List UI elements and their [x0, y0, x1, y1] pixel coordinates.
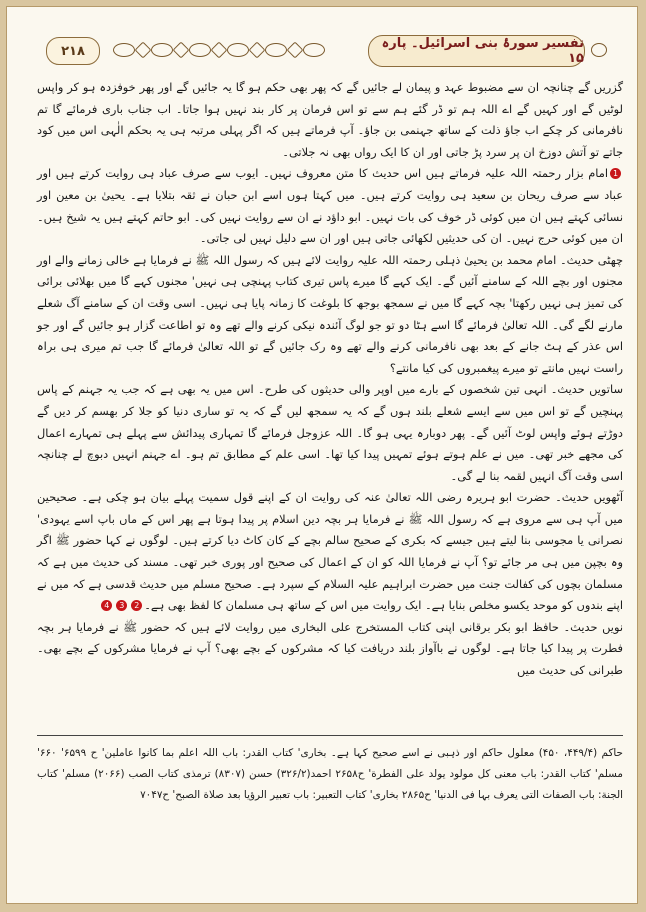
paragraph: چھٹی حدیث۔ امام محمد بن یحییٰ ذہلی رحمتہ اللہ علیہ روایت لائے ہیں کہ رسول اللہ ﷺ نے فرمایا ہے خالی زمانے والے اور مجنوں اور بچے اللہ کے سامنے آئیں گے۔ ایک کہے گا میرے پاس تیری کتاب پہنچی ہی نہیں' مجنوں کہے گا میں بھلائی برائی کی تمیز ہی نہیں رکھتا' بچہ کہے گا میں نے سمجھ بوجھ کا بلوغت کا زمانہ پایا ہی نہیں۔ اسی وقت ان کے سامنے آگ شعلے مارنے لگے گی۔ اللہ تعالیٰ فرمائے گا اسے ہٹا دو تو جو لوگ آئندہ نیکی کرنے والے تھے وہ تو اطاعت گزار ہو جائیں گے اور جو اس عذر کے ہٹ جانے کے بعد بھی نافرمانی کرنے والے تھے وہ رک جائیں گے تو اللہ تعالیٰ فرمائے گا جب تم میری ہی براہ راست نہیں مانتے تو میرے پیغمبروں کی کیا مانتے؟ — [37, 252, 623, 375]
ornament-left — [113, 41, 325, 59]
running-title: تفسیر سورۂ بنی اسرائیل۔ پارہ ۱۵ — [368, 35, 585, 67]
ornament-right — [591, 41, 607, 59]
paragraph: ساتویں حدیث۔ انہی تین شخصوں کے بارے میں اوپر والی حدیثوں کی طرح۔ اس میں یہ بھی ہے کہ جب یہ جہنم کے پاس پہنچیں گے تو اس میں سے ایسے شعلے بلند ہوں گے کہ یہ سمجھ لیں گے کہ یہ تو ساری دنیا کو جلا کر بھسم کر دیں گے دوڑتے ہوئے واپس لوٹ آئیں گے۔ پھر دوبارہ یہی ہو گا۔ اللہ عزوجل فرمائے گا تمہاری پیدائش سے پہلے ہی تمہارے اعمال کی مجھے خبر تھی۔ میں نے علم ہوتے ہوئے تمہیں پیدا کیا تھا۔ اسی علم کے مطابق تم ہو۔ اے جہنم انہیں دبوچ لے چنانچہ اسی وقت آگ انہیں لقمہ بنا لے گی۔ — [37, 382, 623, 483]
footnote-marker: 3 — [116, 600, 127, 611]
paragraph: آٹھویں حدیث۔ حضرت ابو ہریرہ رضی اللہ تعالیٰ عنہ کی روایت ان کے اپنے قول سمیت پہلے بیان ہو چکی ہے۔ صحیحین میں آپ ہی سے مروی ہے کہ رسول اللہ ﷺ نے فرمایا ہر بچہ دین اسلام پر پیدا ہوتا ہے پھر اس کے ماں باپ اسے یہودی' نصرانی یا مجوسی بنا لیتے ہیں جیسے کہ بکری کے صحیح سالم بچے کے کان کاٹ دیا کرتے ہیں۔ لوگوں نے کہا حضور ﷺ اگر وہ بچپن میں ہی مر جائے تو؟ آپ نے فرمایا اللہ کو ان کے اعمال کی صحیح اور پوری خبر تھی۔ مسند کی حدیث میں ہے کہ مسلمان بچوں کی کفالت جنت میں حضرت ابراہیم علیہ السلام کے سپرد ہے۔ صحیح مسلم میں حدیث قدسی ہے کہ میں نے اپنے بندوں کو موحد یکسو مخلص بنایا ہے۔ ایک روایت میں اس کے ساتھ ہی مسلمان کا لفظ بھی ہے۔234 — [37, 490, 623, 613]
page-header — [13, 33, 633, 69]
footnote: حاکم (۴۴۹/۴، ۴۵۰) معلول حاکم اور ذہبی نے اسے صحیح کہا ہے۔ بخاری' کتاب القدر: باب اللہ اعلم بما کانوا عاملین' ح ۶۵۹۹' ۶۶۰' مسلم' کتاب القدر: باب معنی کل مولود یولد علی الفطرة' ح۲۶۵۸ احمد(۳۲۶/۲) حسن (۸۳۰۷) ترمذی کتاب الصب (۲۰۶۶) مسلم' کتاب الجنة: باب الصفات التی یعرف بہا فی الدنیا' ح۲۸۶۵ بخاری' کتاب التعبیر: باب تعبیر الرؤیا بعد صلاة الصبح' ح۷۰۴۷ — [37, 747, 623, 801]
paragraph: گزریں گے چنانچہ ان سے مضبوط عہد و پیمان لے جائیں گے کہ پھر بھی حکم ہو گا یہ جائیں گے اور پھر خوفزدہ ہو کر واپس لوٹیں گے اور کہیں گے اے اللہ ہم تو ڈر گئے ہم سے تو اس فرمان پر کار بند نہیں ہوا جاتا۔ اب جناب باری فرمائے گا تم نافرمانی کر چکے اب جاؤ ذلت کے ساتھ جہنمی بن جاؤ۔ آپ فرماتے ہیں کہ اگر پہلی مرتبہ ہی یہ بحکم الٰہی اس میں کود جاتے تو آتش دوزخ ان پر سرد پڑ جاتی اور ان کا ایک رواں بھی نہ جلاتی۔ — [37, 80, 623, 159]
page-number: ۲۱۸ — [46, 37, 100, 65]
footnote-marker: 1 — [610, 168, 621, 179]
paragraph: 1امام بزار رحمتہ اللہ علیہ فرماتے ہیں اس حدیث کا متن معروف نہیں۔ ایوب سے صرف عباد ہی روایت کرتے ہیں اور عباد سے صرف ریحان بن سعید ہی روایت کرتے ہیں۔ میں کہتا ہوں اسے ابن حبان نے ثقہ بتلایا ہے۔ یحییٰ بن معین اور نسائی کہتے ہیں ان میں کوئی ڈر خوف کی بات نہیں۔ ابو داؤد نے ان سے روایت نہیں کی۔ ابو حاتم کہتے ہیں یہ شیخ ہیں۔ ان میں کوئی حرج نہیں۔ ان کی حدیثیں لکھائی جاتی ہیں اور ان سے دلیل نہیں لی جاتی۔ — [37, 166, 623, 246]
main-text — [37, 77, 623, 682]
paragraph: نویں حدیث۔ حافظ ابو بکر برقانی اپنی کتاب المستخرج علی البخاری میں روایت لائے ہیں کہ حضور ﷺ نے فرمایا ہر بچہ فطرت پر پیدا کیا جاتا ہے۔ لوگوں نے باآواز بلند دریافت کیا کہ مشرکوں کے بچے بھی؟ آپ نے فرمایا مشرکوں کے بچے بھی۔ طبرانی کی حدیث میں — [37, 619, 623, 678]
footnote-marker: 2 — [131, 600, 142, 611]
footnote-marker: 4 — [101, 600, 112, 611]
footnote-divider — [37, 735, 623, 736]
page — [6, 6, 638, 904]
footnotes — [37, 743, 623, 806]
